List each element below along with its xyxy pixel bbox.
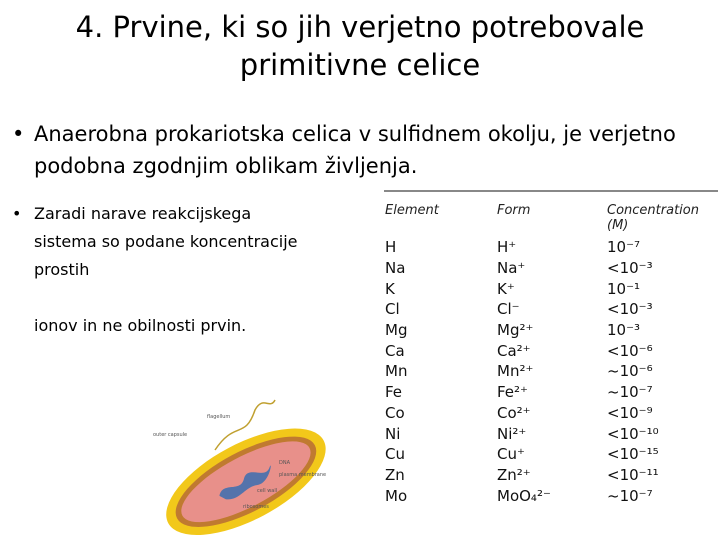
label-dna: DNA	[279, 460, 291, 466]
cell-concentration: <10⁻³	[607, 259, 653, 278]
table-row	[385, 237, 720, 258]
header-concentration: Concentration (M)	[607, 203, 699, 233]
element-table	[385, 203, 720, 506]
table-row	[385, 403, 720, 424]
cell-form: H⁺	[497, 238, 517, 257]
table-row	[385, 444, 720, 465]
bacterium-diagram	[145, 390, 365, 540]
cell-concentration: <10⁻⁹	[607, 403, 653, 422]
bullet-sub-text: Zaradi narave reakcijskega sistema so podane koncentracije prostih	[34, 204, 298, 279]
cell-concentration: <10⁻¹⁵	[607, 445, 659, 464]
label-cell-wall: cell wall	[257, 488, 278, 494]
table-row	[385, 382, 720, 403]
cell-concentration: <10⁻³	[607, 300, 653, 319]
cell-concentration: <10⁻¹⁰	[607, 424, 659, 443]
cell-concentration: 10⁻³	[607, 321, 641, 340]
header-form: Form	[497, 203, 531, 218]
cell-form: Cu⁺	[497, 445, 525, 464]
cell-form: Mg²⁺	[497, 321, 534, 340]
cell-element: H	[385, 238, 397, 257]
cell-element: Cu	[385, 445, 405, 464]
bullet-sub-tail: ionov in ne obilnosti prvin.	[34, 316, 247, 335]
bullet-dot: •	[12, 204, 22, 223]
cell-form: Zn²⁺	[497, 465, 531, 484]
divider-line	[384, 190, 718, 192]
cell-concentration: 10⁻⁷	[607, 238, 641, 257]
bullet-main-text: Anaerobna prokariotska celica v sulfidnem okolju, je verjetno podobna zgodnjim oblikam življenja.	[34, 122, 676, 178]
cell-element: Co	[385, 403, 405, 422]
title-line-1: 4. Prvine, ki so jih verjetno potrebovale	[75, 10, 645, 44]
table-row	[385, 485, 720, 506]
cell-element: Mg	[385, 321, 408, 340]
cell-element: Ca	[385, 341, 405, 360]
table-row	[385, 258, 720, 279]
table-body	[385, 237, 720, 506]
cell-form: Fe²⁺	[497, 383, 528, 402]
bullet-main	[12, 118, 712, 182]
cell-form: MoO₄²⁻	[497, 486, 551, 505]
label-plasma-membrane: plasma membrane	[279, 472, 327, 478]
cell-form: Ca²⁺	[497, 341, 531, 360]
bullet-sub	[12, 200, 312, 284]
label-flagellum: flagellum	[207, 414, 231, 420]
cell-element: Ni	[385, 424, 401, 443]
label-outer-capsule: outer capsule	[153, 432, 188, 438]
cell-form: Ni²⁺	[497, 424, 527, 443]
table-row	[385, 278, 720, 299]
slide-title	[20, 8, 700, 84]
cell-concentration: <10⁻⁶	[607, 341, 653, 360]
cell-form: Mn²⁺	[497, 362, 534, 381]
cell-concentration: ~10⁻⁷	[607, 383, 653, 402]
cell-element: Mn	[385, 362, 408, 381]
table-row	[385, 320, 720, 341]
cell-form: Co²⁺	[497, 403, 531, 422]
table-row	[385, 465, 720, 486]
label-ribosomes: ribosomes	[243, 504, 269, 510]
cell-concentration: 10⁻¹	[607, 279, 641, 298]
cell-element: Na	[385, 259, 406, 278]
table-row	[385, 299, 720, 320]
cell-form: K⁺	[497, 279, 515, 298]
table-row	[385, 361, 720, 382]
title-line-2: primitivne celice	[239, 48, 481, 82]
cell-element: Mo	[385, 486, 408, 505]
cell-element: K	[385, 279, 395, 298]
cell-form: Na⁺	[497, 259, 526, 278]
table-header-row	[385, 203, 720, 237]
cell-form: Cl⁻	[497, 300, 520, 319]
table-row	[385, 423, 720, 444]
cell-concentration: ~10⁻⁷	[607, 486, 653, 505]
cell-concentration: ~10⁻⁶	[607, 362, 653, 381]
cell-concentration: <10⁻¹¹	[607, 465, 659, 484]
bullet-dot: •	[12, 122, 25, 146]
cell-element: Cl	[385, 300, 400, 319]
cell-element: Zn	[385, 465, 405, 484]
table-row	[385, 340, 720, 361]
cell-element: Fe	[385, 383, 403, 402]
header-element: Element	[385, 203, 439, 218]
